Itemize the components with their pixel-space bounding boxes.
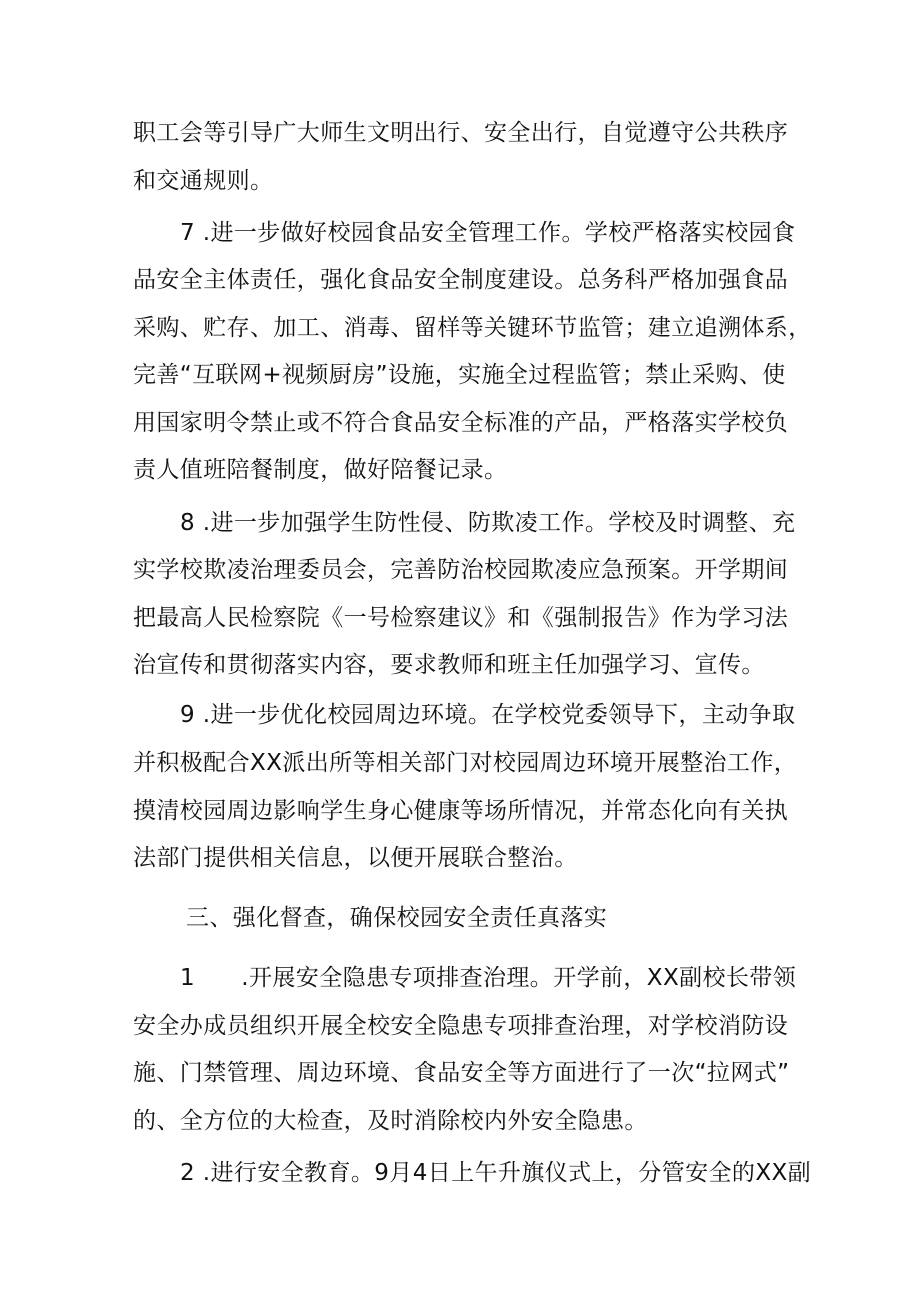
paragraph-line: 治宣传和贯彻落实内容，要求教师和班主任加强学习、宣传。	[133, 652, 765, 678]
paragraph-line: 品安全主体责任，强化食品安全制度建设。总务科严格加强食品	[133, 267, 789, 293]
paragraph-line: 施、门禁管理、周边环境、食品安全等方面进行了一次“拉网式”	[133, 1060, 790, 1086]
paragraph-line: 7 .进一步做好校园食品安全管理工作。学校严格落实校园食	[180, 220, 796, 246]
paragraph-line: 的、全方位的大检查，及时消除校内外安全隐患。	[133, 1108, 648, 1134]
paragraph-line: 和交通规则。	[133, 168, 274, 194]
paragraph-line: 1 .开展安全隐患专项排查治理。开学前，XX副校长带领	[180, 965, 797, 991]
paragraph-line: 职工会等引导广大师生文明出行、安全出行，自觉遵守公共秩序	[133, 120, 789, 146]
paragraph-line: 摸清校园周边影响学生身心健康等场所情况，并常态化向有关执	[133, 798, 789, 824]
section-heading: 三、强化督查，确保校园安全责任真落实	[186, 905, 608, 931]
paragraph-line: 把最高人民检察院《一号检察建议》和《强制报告》作为学习法	[133, 605, 789, 631]
paragraph-line: 并积极配合XX派出所等相关部门对校园周边环境开展整治工作，	[133, 750, 798, 776]
paragraph-line: 法部门提供相关信息，以便开展联合整治。	[133, 845, 578, 871]
paragraph-line: 用国家明令禁止或不符合食品安全标准的产品，严格落实学校负	[133, 410, 789, 436]
paragraph-line: 2 .进行安全教育。9月4日上午升旗仪式上，分管安全的XX副	[180, 1160, 812, 1186]
paragraph-line: 采购、贮存、加工、消毒、留样等关键环节监管；建立追溯体系，	[133, 315, 812, 341]
paragraph-line: 8 .进一步加强学生防性侵、防欺凌工作。学校及时调整、充	[180, 510, 796, 536]
paragraph-line: 9 .进一步优化校园周边环境。在学校党委领导下，主动争取	[180, 702, 796, 728]
paragraph-line: 实学校欺凌治理委员会，完善防治校园欺凌应急预案。开学期间	[133, 557, 789, 583]
paragraph-line: 安全办成员组织开展全校安全隐患专项排查治理，对学校消防设	[133, 1013, 789, 1039]
paragraph-line: 完善“互联网+视频厨房”设施，实施全过程监管；禁止采购、使	[133, 362, 786, 388]
paragraph-line: 责人值班陪餐制度，做好陪餐记录。	[133, 457, 508, 483]
